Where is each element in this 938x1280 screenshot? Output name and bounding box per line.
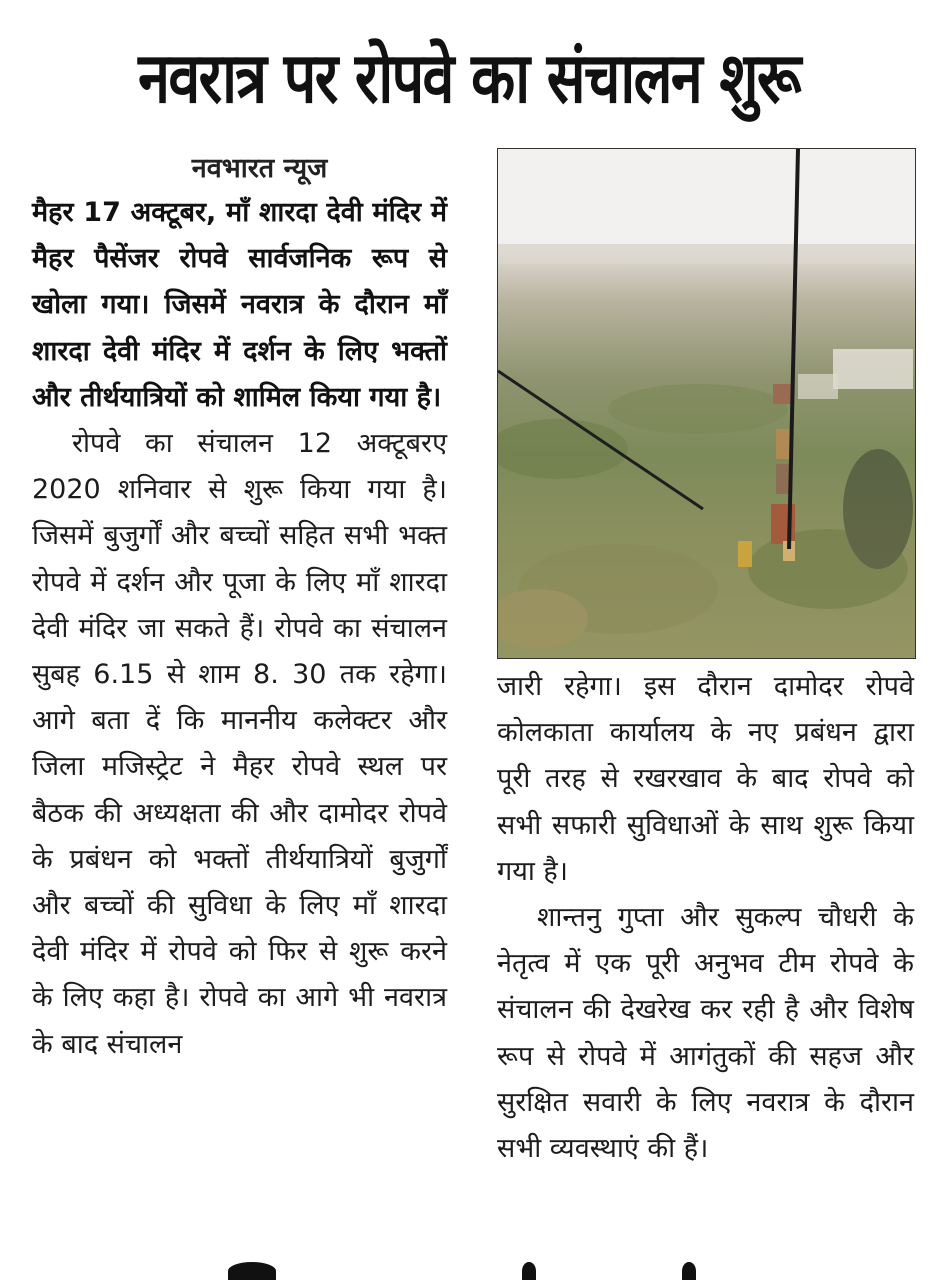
ropeway-photo-graphic bbox=[498, 149, 915, 658]
hilltop-buildings bbox=[798, 349, 913, 399]
ropeway-photo bbox=[497, 148, 916, 659]
next-headline-fragment bbox=[522, 1262, 536, 1280]
lead-paragraph: मैहर 17 अक्टूबर, माँ शारदा देवी मंदिर में मैहर पैसेंजर रोपवे सार्वजनिक रूप से खोला गया। जिसमें नवरात्र के दौरान माँ शारदा देवी मंदिर में दर्शन के लिए भक्तों और तीर्थयात्रियों को शामिल किया गया है। bbox=[32, 197, 447, 413]
article-headline: नवरात्र पर रोपवे का संचालन शुरू bbox=[138, 37, 800, 119]
next-headline-fragment bbox=[682, 1262, 696, 1280]
next-headline-fragment bbox=[228, 1262, 276, 1280]
right-column bbox=[497, 664, 914, 1172]
left-column bbox=[32, 148, 447, 1068]
body-paragraph-right-2: शान्तनु गुप्ता और सुकल्प चौधरी के नेतृत्व में एक पूरी अनुभव टीम रोपवे के संचालन की देखरेख कर रही है और विशेष रूप से रोपवे में आगंतुकों की सहज और सुरक्षित सवारी के लिए नवरात्र के दौरान सभी व्यवस्थाएं की हैं। bbox=[497, 902, 914, 1165]
body-paragraph-left: रोपवे का संचालन 12 अक्टूबरए 2020 शनिवार से शुरू किया गया है। जिसमें बुजुर्गों और बच्चों सहित सभी भक्त रोपवे में दर्शन और पूजा के लिए माँ शारदा देवी मंदिर जा सकते हैं। रोपवे का संचालन सुबह 6.15 से शाम 8. 30 तक रहेगा। आगे बता दें कि माननीय कलेक्टर और जिला मजिस्ट्रेट ने मैहर रोपवे स्थल पर बैठक की अध्यक्षता की और दामोदर रोपवे के प्रबंधन को भक्तों तीर्थयात्रियों बुजुर्गों और बच्चों की सुविधा के लिए माँ शारदा देवी मंदिर में रोपवे को फिर से शुरू करने के लिए कहा है। रोपवे का आगे भी नवरात्र के बाद संचालन bbox=[32, 428, 447, 1060]
forest-texture bbox=[498, 384, 913, 649]
byline: नवभारत न्यूज bbox=[191, 153, 328, 184]
body-paragraph-right-1: जारी रहेगा। इस दौरान दामोदर रोपवे कोलकाता कार्यालय के नए प्रबंधन द्वारा पूरी तरह से रखरखाव के बाद रोपवे को सभी सफारी सुविधाओं के साथ शुरू किया गया है। bbox=[497, 671, 914, 887]
horizon-haze bbox=[498, 244, 915, 264]
sky bbox=[498, 149, 915, 244]
